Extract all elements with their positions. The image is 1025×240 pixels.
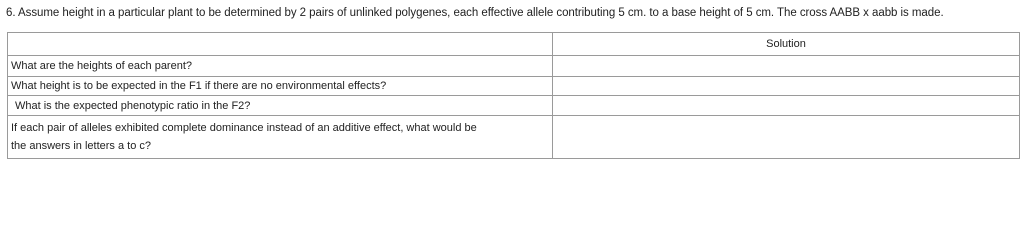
- question-cell: What is the expected phenotypic ratio in the F2?: [8, 96, 553, 116]
- question-cell: What are the heights of each parent?: [8, 56, 553, 77]
- solution-cell[interactable]: [553, 77, 1020, 96]
- table-row: [8, 96, 1020, 116]
- question-text: 6. Assume height in a particular plant to be determined by 2 pairs of unlinked polygenes, each effective allele contributing 5 cm. to a base height of 5 cm. The cross AABB x aabb is made.: [6, 7, 944, 19]
- solution-cell[interactable]: [553, 96, 1020, 116]
- answer-table: [7, 32, 1020, 159]
- question-line-1: If each pair of alleles exhibited complete dominance instead of an additive effect, what would be: [11, 122, 477, 134]
- question-cell: [8, 116, 553, 159]
- question-line-2: the answers in letters a to c?: [11, 140, 152, 152]
- table-header-row: [8, 33, 1020, 56]
- header-empty-cell: [8, 33, 553, 56]
- question-cell: What height is to be expected in the F1 if there are no environmental effects?: [8, 77, 553, 96]
- solution-cell[interactable]: [553, 56, 1020, 77]
- table-row: [8, 56, 1020, 77]
- table-row: [8, 77, 1020, 96]
- solution-cell[interactable]: [553, 116, 1020, 159]
- table-row: [8, 116, 1020, 159]
- solution-header: Solution: [553, 33, 1020, 56]
